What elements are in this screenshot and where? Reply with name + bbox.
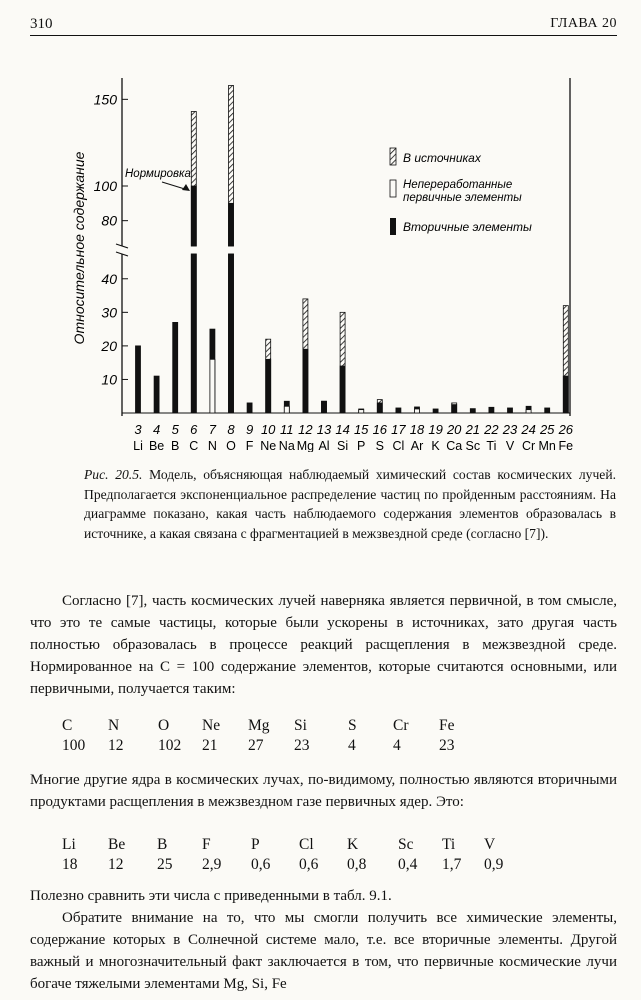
bar-solid <box>489 407 494 413</box>
legend-swatch-solid <box>390 218 396 235</box>
secondary-element-value: 25 <box>157 856 173 873</box>
page-number: 310 <box>30 16 53 32</box>
primary-element-symbol: S <box>348 717 357 734</box>
x-tick-atomic-number: 20 <box>446 422 462 437</box>
bar-solid <box>433 409 438 413</box>
bar-open <box>210 359 215 413</box>
x-tick-atomic-number: 22 <box>484 422 499 437</box>
normalization-annotation <box>125 168 191 191</box>
primary-element-symbol: C <box>62 717 73 734</box>
bar-open <box>526 410 531 413</box>
secondary-element-value: 1,7 <box>442 856 462 873</box>
y-tick-label: 150 <box>93 91 117 108</box>
bar-solid <box>470 409 475 413</box>
figure-20-5 <box>70 72 580 452</box>
primary-element-value: 102 <box>158 737 182 754</box>
x-tick-atomic-number: 10 <box>260 422 276 437</box>
y-tick-label: 10 <box>101 371 117 388</box>
secondary-element-symbol: F <box>202 836 211 853</box>
primary-element-symbol: Si <box>294 717 307 734</box>
header-rule <box>30 35 617 36</box>
x-tick-element-symbol: F <box>245 439 254 452</box>
x-tick-element-symbol: Na <box>278 439 295 452</box>
x-tick-atomic-number: 24 <box>521 422 536 437</box>
x-tick-element-symbol: Mg <box>296 439 315 452</box>
x-tick-atomic-number: 18 <box>409 422 425 437</box>
x-tick-atomic-number: 21 <box>465 422 481 437</box>
x-tick-element-symbol: Fe <box>558 439 574 452</box>
x-tick-atomic-number: 14 <box>335 422 350 437</box>
bar-solid-upper <box>229 203 234 246</box>
secondary-element-value: 12 <box>108 856 124 873</box>
x-tick-element-symbol: Be <box>148 439 165 452</box>
x-tick-atomic-number: 12 <box>298 422 313 437</box>
primary-element-symbol: Cr <box>393 717 409 734</box>
secondary-element-value: 18 <box>62 856 78 873</box>
x-tick-atomic-number: 5 <box>171 422 179 437</box>
legend-label-unprocessed-1: Непереработанные <box>403 179 513 191</box>
figure-caption <box>84 465 616 543</box>
primary-element-value: 12 <box>108 737 124 754</box>
chart-x-labels <box>133 422 574 452</box>
primary-element-value: 23 <box>294 737 310 754</box>
secondary-element-value: 0,8 <box>347 856 367 873</box>
bar-solid-upper <box>191 186 196 246</box>
bar-open <box>359 410 364 413</box>
secondary-element-symbol: Cl <box>299 836 314 853</box>
running-header <box>30 14 617 36</box>
normalization-label: Нормировка <box>125 168 191 180</box>
x-tick-atomic-number: 19 <box>428 422 443 437</box>
x-tick-element-symbol: Ar <box>410 439 424 452</box>
legend-label-unprocessed-2: первичные элементы <box>403 192 522 204</box>
chapter-title: ГЛАВА 20 <box>550 16 617 31</box>
x-tick-atomic-number: 4 <box>152 422 161 437</box>
x-tick-atomic-number: 13 <box>316 422 332 437</box>
bar-solid <box>452 405 457 413</box>
y-axis-label: Относительное содержание <box>71 151 87 345</box>
legend-label-secondary: Вторичные элементы <box>403 220 532 234</box>
normalization-arrow-head <box>182 184 190 191</box>
x-tick-atomic-number: 15 <box>353 422 369 437</box>
secondary-element-symbol: Ti <box>442 836 456 853</box>
x-tick-atomic-number: 25 <box>539 422 555 437</box>
x-tick-atomic-number: 8 <box>227 422 235 437</box>
x-tick-element-symbol: Li <box>133 439 143 452</box>
x-tick-element-symbol: K <box>431 439 440 452</box>
bar-solid <box>396 408 401 413</box>
bar-solid <box>136 346 141 413</box>
secondary-element-value: 0,9 <box>484 856 504 873</box>
primary-element-symbol: Fe <box>439 717 455 734</box>
paragraph-4: Обратите внимание на то, что мы смогли получить все химические элементы, содержание которых в Солнечной системе мало, т.е. все вторичные элементы. Другой важный и многозначительный факт заключается в том, что первичные космические лучи богаче тяжелыми элементами Mg, Si, Fe <box>30 910 617 992</box>
x-tick-atomic-number: 9 <box>245 422 254 437</box>
bar-solid <box>266 359 271 413</box>
secondary-element-symbol: Be <box>108 836 126 853</box>
chart-axes <box>94 78 570 416</box>
bar-solid-lower <box>229 254 234 413</box>
secondary-element-symbol: Sc <box>398 836 414 853</box>
y-tick-label: 40 <box>101 270 117 287</box>
caption-label: Рис. 20.5. <box>84 467 143 482</box>
secondary-element-symbol: Li <box>62 836 76 853</box>
x-tick-element-symbol: Ne <box>260 439 277 452</box>
primary-element-value: 21 <box>202 737 218 754</box>
x-tick-atomic-number: 6 <box>190 422 198 437</box>
y-tick-label: 100 <box>93 178 117 194</box>
primary-element-symbol: Mg <box>248 717 270 734</box>
primary-element-value: 4 <box>348 737 356 754</box>
y-tick-label: 30 <box>101 304 117 321</box>
primary-element-value: 27 <box>248 737 264 754</box>
primary-element-value: 4 <box>393 737 401 754</box>
paragraph-3: Полезно сравнить эти числа с приведенными в табл. 9.1. <box>30 888 392 904</box>
x-tick-element-symbol: Cr <box>521 439 536 452</box>
secondary-element-symbol: B <box>157 836 168 853</box>
secondary-element-symbol: V <box>484 836 496 853</box>
x-tick-element-symbol: P <box>357 439 366 452</box>
x-tick-atomic-number: 16 <box>372 422 388 437</box>
x-tick-atomic-number: 23 <box>502 422 518 437</box>
x-tick-element-symbol: N <box>207 439 217 452</box>
x-tick-element-symbol: V <box>505 439 515 452</box>
legend-swatch-open <box>390 180 396 197</box>
secondary-element-value: 0,6 <box>251 856 271 873</box>
legend-label-source: В источниках <box>403 151 481 165</box>
x-tick-atomic-number: 11 <box>280 422 294 437</box>
x-tick-element-symbol: Cl <box>392 439 405 452</box>
x-tick-element-symbol: Al <box>318 439 330 452</box>
x-tick-element-symbol: C <box>189 439 199 452</box>
bar-solid <box>173 322 178 413</box>
bar-open <box>284 406 289 413</box>
bar-solid-lower <box>191 254 196 413</box>
paragraph-1: Согласно [7], часть космических лучей наверняка является первичной, в том смысле, что это те самые частицы, которые были ускорены в источниках, зато другая часть полностью образовалась в процессе реакций расщепления в межзвездной среде. Нормированное на C = 100 содержание элементов, которые считаются основными, или первичными, получается таким: <box>30 593 617 697</box>
chart-legend <box>390 148 532 235</box>
paragraph-2: Многие другие ядра в космических лучах, по-видимому, полностью являются вторичными продуктами расщепления в межзвездном газе первичных ядер. Это: <box>30 772 617 810</box>
secondary-element-value: 0,4 <box>398 856 418 873</box>
bar-solid <box>508 408 513 413</box>
primary-element-value: 23 <box>439 737 455 754</box>
bar-solid <box>340 366 345 413</box>
x-tick-element-symbol: Mn <box>538 439 556 452</box>
secondary-element-value: 0,6 <box>299 856 319 873</box>
secondary-element-symbol: P <box>251 836 260 853</box>
x-tick-element-symbol: B <box>171 439 180 452</box>
x-tick-atomic-number: 7 <box>208 422 217 437</box>
x-tick-element-symbol: Sc <box>465 439 481 452</box>
x-tick-atomic-number: 26 <box>558 422 574 437</box>
bar-solid <box>303 349 308 413</box>
bar-solid <box>322 401 327 413</box>
legend-swatch-hatched <box>390 148 396 165</box>
primary-element-symbol: N <box>108 717 120 734</box>
x-tick-atomic-number: 3 <box>134 422 142 437</box>
y-tick-label: 80 <box>101 212 117 229</box>
x-tick-element-symbol: S <box>375 439 384 452</box>
primary-element-symbol: Ne <box>202 717 221 734</box>
abundance-chart <box>70 72 580 452</box>
primary-element-symbol: O <box>158 717 170 734</box>
bar-solid <box>377 403 382 413</box>
x-tick-element-symbol: Ca <box>446 439 463 452</box>
secondary-element-symbol: K <box>347 836 359 853</box>
bar-solid <box>563 376 568 413</box>
chart-bars <box>136 85 569 413</box>
bar-open <box>415 409 420 413</box>
x-tick-element-symbol: O <box>226 439 236 452</box>
secondary-element-value: 2,9 <box>202 856 222 873</box>
bar-solid <box>545 408 550 413</box>
bar-solid <box>154 376 159 413</box>
y-tick-label: 20 <box>101 337 117 354</box>
primary-element-value: 100 <box>62 737 86 754</box>
bar-solid <box>247 403 252 413</box>
x-tick-element-symbol: Si <box>337 439 349 452</box>
caption-text: Модель, объясняющая наблюдаемый химический состав космических лучей. Предполагается экспоненциальное распределение частиц по пройденным расстояниям. На диаграмме показано, какая часть наблюдаемого содержания элементов образовалась в источнике, а какая связана с фрагментацией в межзвездной среде (согласно [7]). <box>84 467 616 541</box>
x-tick-element-symbol: Ti <box>486 439 497 452</box>
x-tick-atomic-number: 17 <box>391 422 406 437</box>
